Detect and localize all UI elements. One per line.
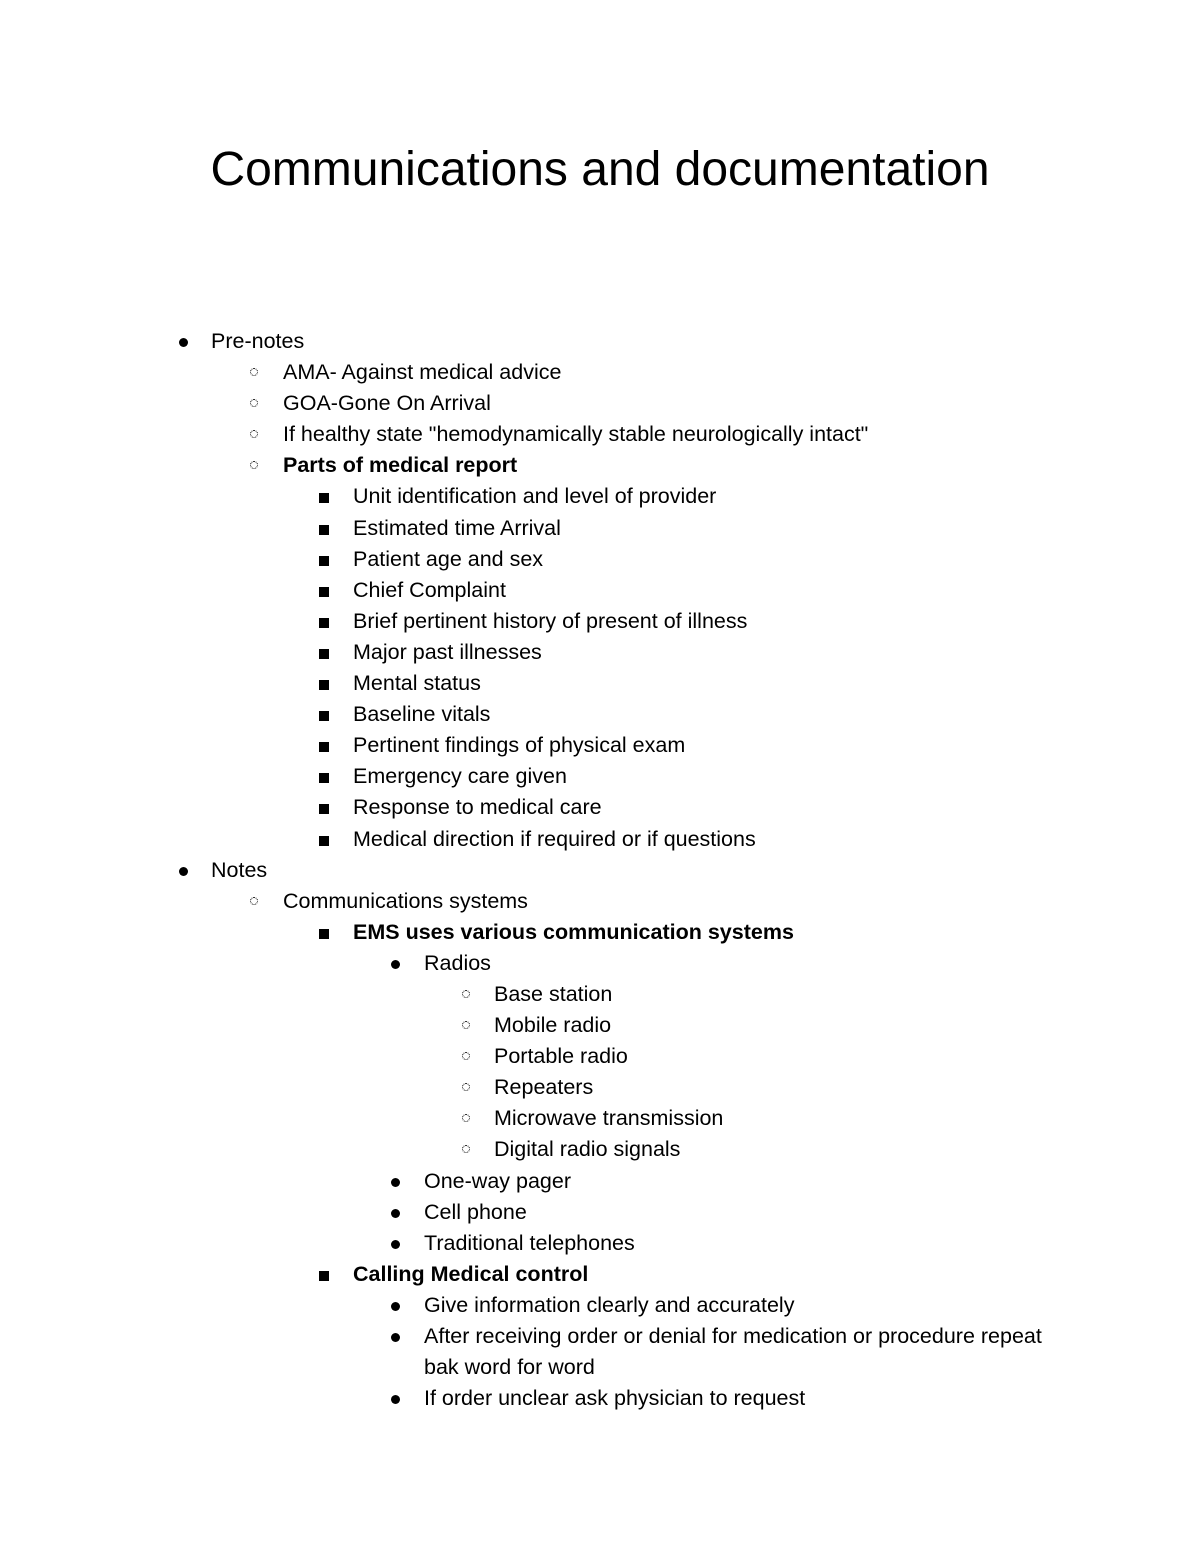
bullet-dot-icon [391,1209,400,1218]
list-item [0,1072,1200,1103]
bullet-square-icon [319,836,329,846]
list-item [0,1259,1200,1290]
bullet-dot-icon [179,338,188,347]
item-text: AMA- Against medical advice [283,360,562,385]
bullet-square-icon [319,773,329,783]
subheading-ems-systems: EMS uses various communication systems [353,919,794,944]
item-text: GOA-Gone On Arrival [283,391,491,416]
item-text: Cell phone [424,1199,527,1224]
list-item [0,761,1200,792]
item-text: Medical direction if required or if questions [353,826,756,851]
bullet-circle-icon [462,1021,470,1029]
item-text: Brief pertinent history of present of illness [353,608,748,633]
bullet-square-icon [319,742,329,752]
bullet-circle-icon [250,368,258,376]
list-item [0,388,1200,419]
bullet-circle-icon [462,1083,470,1091]
list-item [0,326,1200,357]
list-item [0,1010,1200,1041]
bullet-square-icon [319,1271,329,1281]
list-item [0,1041,1200,1072]
bullet-square-icon [319,711,329,721]
subheading-calling-medical-control: Calling Medical control [353,1261,589,1286]
list-item [0,1383,1200,1414]
list-item [0,979,1200,1010]
bullet-circle-icon [462,1114,470,1122]
bullet-dot-icon [391,1395,400,1404]
list-item [0,606,1200,637]
bullet-square-icon [319,804,329,814]
item-text: Patient age and sex [353,546,544,571]
item-text: Estimated time Arrival [353,515,561,540]
bullet-square-icon [319,929,329,939]
list-item [0,668,1200,699]
list-item [0,481,1200,512]
bullet-dot-icon [391,960,400,969]
subheading-parts-of-medical-report: Parts of medical report [283,453,518,478]
item-text: Traditional telephones [424,1230,635,1255]
item-text: Chief Complaint [353,577,506,602]
bullet-square-icon [319,556,329,566]
list-item [0,1197,1200,1228]
list-item [0,855,1200,886]
bullet-square-icon [319,525,329,535]
item-text: Mobile radio [494,1013,612,1038]
list-item [0,1321,1200,1383]
item-text: One-way pager [424,1168,571,1193]
item-text: Unit identification and level of provider [353,484,717,509]
page-title: Communications and documentation [210,143,990,196]
item-text: Emergency care given [353,764,567,789]
item-text: Baseline vitals [353,702,491,727]
item-text: Base station [494,981,613,1006]
item-text: If order unclear ask physician to request [424,1386,806,1411]
list-item [0,575,1200,606]
list-item [0,699,1200,730]
list-item [0,450,1200,481]
item-text: Mental status [353,671,481,696]
item-text: Portable radio [494,1044,628,1069]
list-item [0,1290,1200,1321]
item-text: After receiving order or denial for medication or procedure repeat bak word for word [424,1324,1042,1380]
item-text: Radios [424,950,491,975]
list-item [0,792,1200,823]
notes-outline [0,326,1200,1414]
item-text: Repeaters [494,1075,594,1100]
bullet-circle-icon [462,1052,470,1060]
list-item [0,1134,1200,1165]
bullet-dot-icon [179,867,188,876]
bullet-circle-icon [250,897,258,905]
bullet-dot-icon [391,1178,400,1187]
bullet-square-icon [319,680,329,690]
bullet-circle-icon [250,461,258,469]
list-item [0,419,1200,450]
bullet-square-icon [319,493,329,503]
bullet-square-icon [319,649,329,659]
bullet-dot-icon [391,1333,400,1342]
item-text: If healthy state "hemodynamically stable neurologically intact" [283,422,869,447]
bullet-dot-icon [391,1302,400,1311]
bullet-circle-icon [250,399,258,407]
item-text: Communications systems [283,888,528,913]
list-item [0,513,1200,544]
item-text: Major past illnesses [353,639,542,664]
list-item [0,1166,1200,1197]
section-label-notes: Notes [211,857,268,882]
list-item [0,544,1200,575]
list-item [0,730,1200,761]
bullet-circle-icon [462,990,470,998]
list-item [0,1228,1200,1259]
list-item [0,948,1200,979]
list-item [0,824,1200,855]
item-text: Digital radio signals [494,1137,681,1162]
list-item [0,357,1200,388]
item-text: Microwave transmission [494,1106,724,1131]
section-label-prenotes: Pre-notes [211,329,305,353]
item-text: Response to medical care [353,795,602,820]
item-text: Give information clearly and accurately [424,1292,795,1317]
bullet-square-icon [319,587,329,597]
list-item [0,1103,1200,1134]
list-item [0,917,1200,948]
bullet-circle-icon [462,1145,470,1153]
bullet-dot-icon [391,1240,400,1249]
item-text: Pertinent findings of physical exam [353,733,686,758]
bullet-square-icon [319,618,329,628]
bullet-circle-icon [250,430,258,438]
list-item [0,637,1200,668]
list-item [0,886,1200,917]
